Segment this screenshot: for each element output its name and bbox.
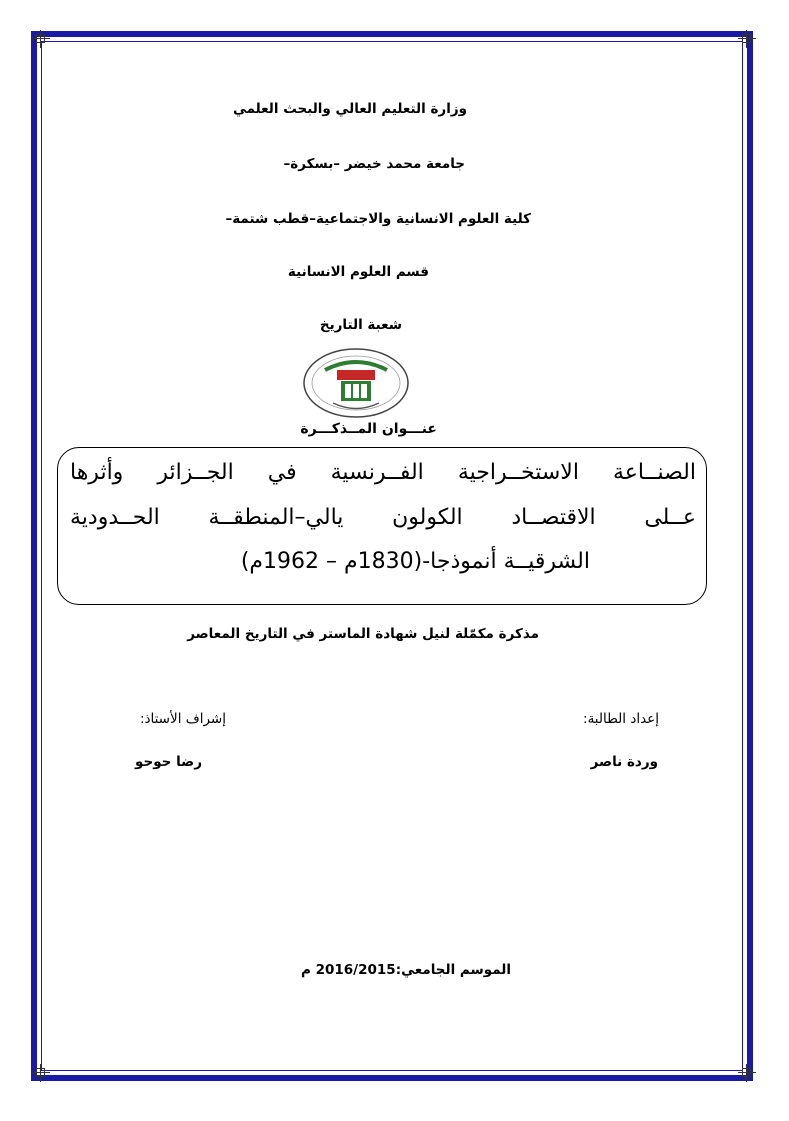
faculty-name: كلية العلوم الانسانية والاجتماعية–قطب شتمة– (225, 211, 531, 227)
academic-year: الموسم الجامعي:2016/2015 م (301, 962, 511, 978)
corner-ornament-icon (32, 1064, 50, 1082)
university-emblem-icon (303, 348, 409, 418)
supervisor-label: إشراف الأستاذ: (139, 711, 226, 727)
department-name: قسم العلوم الانسانية (287, 264, 429, 280)
university-name: جامعة محمد خيضر –بسكرة– (283, 156, 465, 172)
supervisor-name: رضا حوحو (135, 754, 202, 770)
thesis-title-line: الشرقيــة أنموذجا-(1830م – 1962م) (240, 549, 590, 574)
corner-ornament-icon (32, 30, 50, 48)
ministry-name: وزارة التعليم العالي والبحث العلمي (232, 101, 467, 117)
thesis-subtitle: مذكرة مكمّلة لنيل شهادة الماستر في التاريخ المعاصر (187, 626, 539, 642)
thesis-title-line: الصنــاعة الاستخــراجية الفــرنسية في الجــزائر وأثرها (70, 460, 696, 485)
student-name: وردة ناصر (590, 754, 658, 770)
corner-ornament-icon (738, 30, 756, 48)
branch-name: شعبة التاريخ (319, 317, 402, 333)
thesis-title-line: عــلى الاقتصــاد الكولون يالي–المنطقــة الحــدودية (70, 505, 696, 530)
corner-ornament-icon (738, 1064, 756, 1082)
student-label: إعداد الطالبة: (583, 711, 659, 727)
title-heading: عنـــوان المــذكـــرة (300, 421, 437, 437)
